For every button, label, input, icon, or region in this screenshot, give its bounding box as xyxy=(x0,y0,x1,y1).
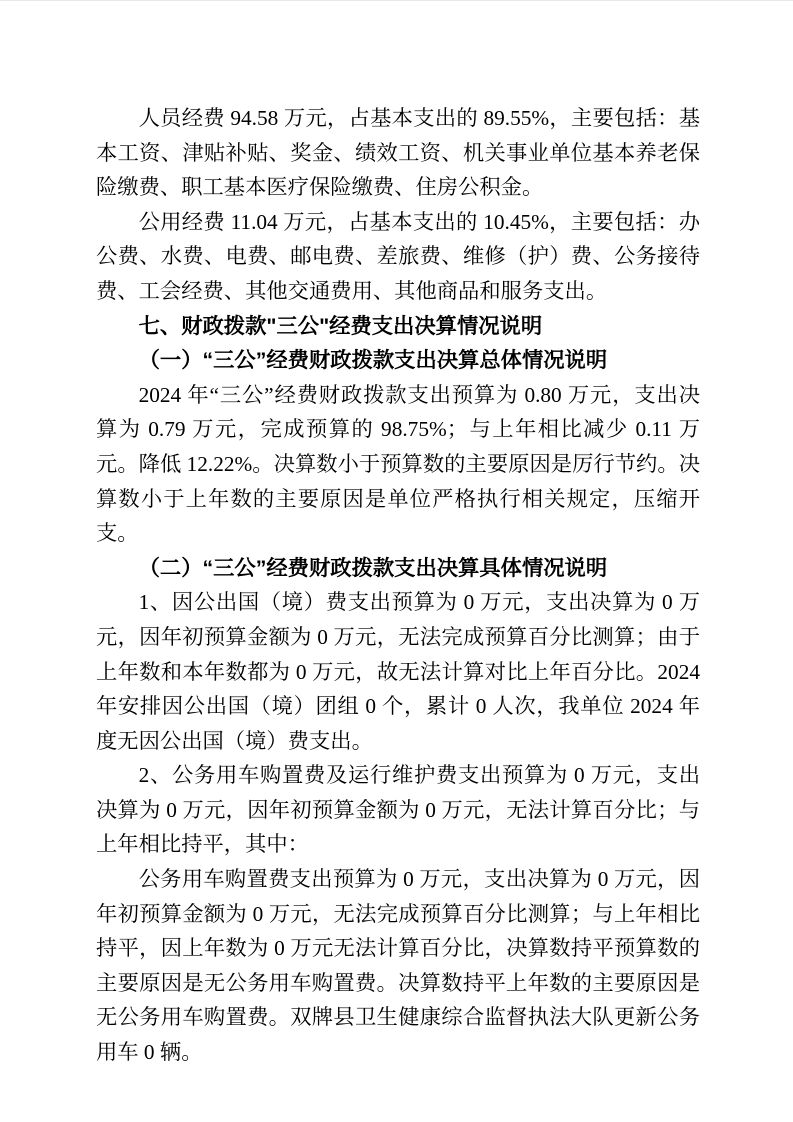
section-heading-overall-situation: （一）“三公”经费财政拨款支出决算总体情况说明 xyxy=(138,348,608,373)
paragraph-vehicle-purchase-detail: 公务用车购置费支出预算为 0 万元，支出决算为 0 万元，因年初预算金额为 0 万元，无法完成预算百分比测算；与上年相比持平，因上年数为 0 万元无法计算百分比，决算数持平预算数的主要原因是无公务用车购置费。决算数持平上年数的主要原因是无公务用车购置费。双牌县卫生健康综合监督执法大队更新公务用车 0 辆。 xyxy=(96,867,700,1065)
paragraph-overall-situation: 2024 年“三公”经费财政拨款支出预算为 0.80 万元，支出决算为 0.79 万元，完成预算的 98.75%；与上年相比减少 0.11 万元。降低 12.22%。决算数小于预算数的主要原因是厉行节约。决算数小于上年数的主要原因是单位严格执行相关规定，压缩开支。 xyxy=(96,382,700,546)
paragraph-overseas-travel: 1、因公出国（境）费支出预算为 0 万元，支出决算为 0 万元，因年初预算金额为 0 万元，无法完成预算百分比测算；由于上年数和本年数都为 0 万元，故无法计算对比上年百分比。2024 年安排因公出国（境）团组 0 个，累计 0 人次，我单位 2024 年度无因公出国（境）费支出。 xyxy=(96,590,700,753)
section-heading-specific-situation: （二）“三公”经费财政拨款支出决算具体情况说明 xyxy=(138,555,608,580)
section-heading-seven: 七、财政拨款"三公"经费支出决算情况说明 xyxy=(138,313,543,338)
document-body xyxy=(96,101,700,1070)
paragraph-official-vehicles: 2、公务用车购置费及运行维护费支出预算为 0 万元，支出决算为 0 万元，因年初预算金额为 0 万元，无法计算百分比；与上年相比持平，其中： xyxy=(96,763,700,857)
paragraph-personnel-expenses: 人员经费 94.58 万元，占基本支出的 89.55%，主要包括：基本工资、津贴补贴、奖金、绩效工资、机关事业单位基本养老保险缴费、职工基本医疗保险缴费、住房公积金。 xyxy=(96,106,700,200)
paragraph-public-expenses: 公用经费 11.04 万元，占基本支出的 10.45%，主要包括：办公费、水费、电费、邮电费、差旅费、维修（护）费、公务接待费、工会经费、其他交通费用、其他商品和服务支出。 xyxy=(96,209,700,303)
